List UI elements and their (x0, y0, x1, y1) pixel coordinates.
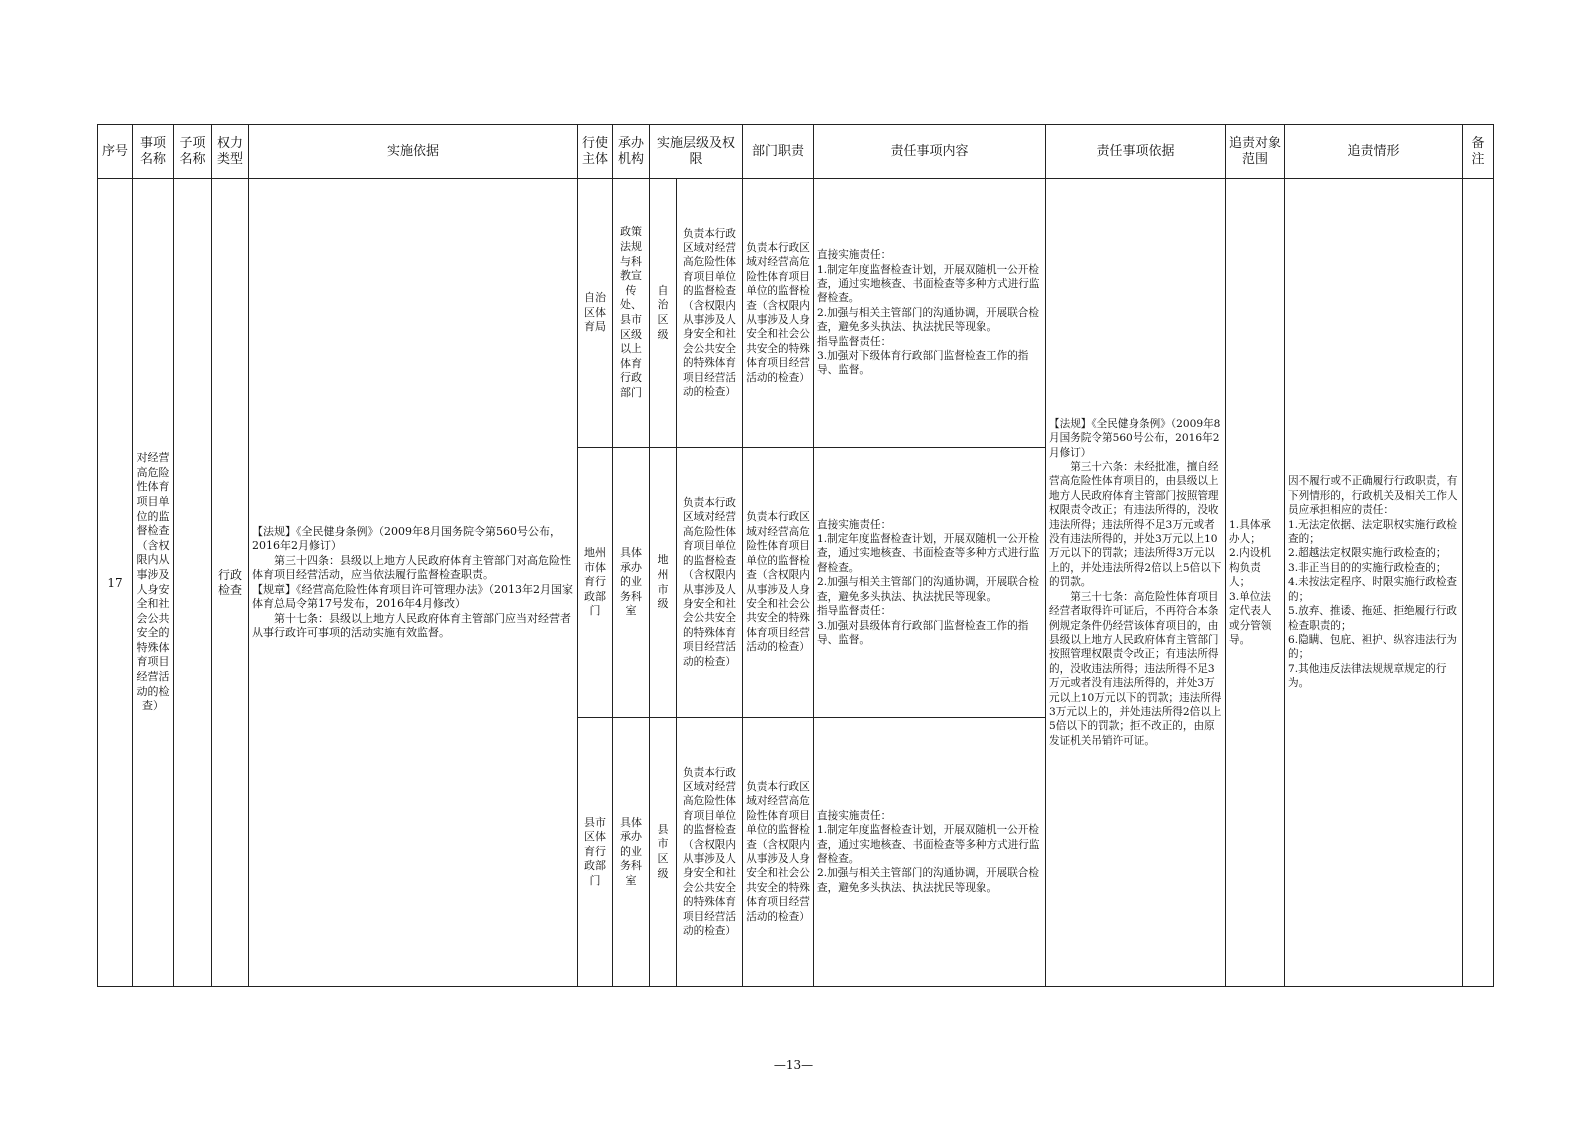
resp-line: 1.制定年度监督检查计划，开展双随机一公开检查，通过实地核查、书面检查等多种方式进行监督检查。 (817, 263, 1040, 305)
level3-level: 县市区级 (650, 718, 677, 987)
acc-scope-line: 2.内设机构负责人； (1229, 547, 1271, 589)
resp-basis-line: 第三十七条：高危险性体育项目经营者取得许可证后，不再符合本条例规定条件仍经营该体育项目的，由县级以上地方人民政府体育主管部门按照管理权限责令改正；有违法所得的，没收违法所得；违法所得不足3万元或者没有违法所得的，并处3万元以上10万元以下的罚款；违法所得3万元以上的，并处违法所得2倍以上5倍以下的罚款；拒不改正的，由原发证机关吊销许可证。 (1049, 590, 1222, 747)
level1-dept-duty: 负责本行政区域对经营高危险性体育项目单位的监督检查（含权限内从事涉及人身安全和社会公共安全的特殊体育项目经营活动的检查） (743, 179, 814, 448)
resp-line: 2.加强与相关主管部门的沟通协调，开展联合检查，避免多头执法、执法扰民等现象。 (817, 576, 1039, 603)
resp-line: 2.加强与相关主管部门的沟通协调，开展联合检查，避免多头执法、执法扰民等现象。 (817, 306, 1039, 334)
acc-scope-line: 3.单位法定代表人或分管领导。 (1229, 590, 1272, 646)
header-item-name: 事项名称 (133, 125, 174, 179)
acc-situation-line: 4.未按法定程序、时限实施行政检查的； (1288, 576, 1458, 603)
acc-situation-line: 1.无法定依据、法定职权实施行政检查的； (1288, 518, 1458, 546)
basis-line: 【规章】《经营高危险性体育项目许可管理办法》（2013年2月国家体育总局令第17号发布，2016年4月修改） (252, 582, 573, 610)
resp-line: 直接实施责任： (817, 249, 892, 262)
acc-situation-line: 2.超越法定权限实施行政检查的； (1288, 547, 1447, 560)
row-sub-item (174, 179, 212, 987)
resp-line: 3.加强对下级体育行政部门监督检查工作的指导、监督。 (817, 350, 1029, 377)
acc-situation-line: 5.放弃、推诿、拖延、拒绝履行行政检查职责的； (1288, 605, 1458, 632)
header-subject: 行使主体 (578, 125, 613, 179)
level-row-region (98, 179, 1494, 448)
row-acc-situation (1285, 179, 1463, 987)
header-acc-scope: 追责对象范围 (1226, 125, 1285, 179)
level3-resp-content (814, 718, 1046, 987)
level2-handler: 具体承办的业务科室 (613, 448, 650, 718)
resp-line: 指导监督责任： (817, 605, 892, 618)
header-acc-situation: 追责情形 (1285, 125, 1463, 179)
row-power-type: 行政检查 (212, 179, 249, 987)
row-item-name: 对经营高危险性体育项目单位的监督检查（含权限内从事涉及人身安全和社会公共安全的特殊体育项目经营活动的检查） (133, 179, 174, 987)
responsibility-table (97, 124, 1494, 987)
level2-subject: 地州市体育行政部门 (578, 448, 613, 718)
row-remark (1463, 179, 1494, 987)
resp-line: 2.加强与相关主管部门的沟通协调，开展联合检查，避免多头执法、执法扰民等现象。 (817, 867, 1039, 894)
resp-line: 1.制定年度监督检查计划，开展双随机一公开检查，通过实地核查、书面检查等多种方式进行监督检查。 (817, 824, 1040, 865)
header-dept-duty: 部门职责 (743, 125, 814, 179)
header-power-type: 权力类型 (212, 125, 249, 179)
header-handler: 承办机构 (613, 125, 650, 179)
basis-line: 【法规】《全民健身条例》（2009年8月国务院令第560号公布，2016年2月修订） (252, 524, 561, 552)
resp-basis-line: 【法规】《全民健身条例》（2009年8月国务院令第560号公布，2016年2月修订） (1049, 417, 1221, 459)
resp-line: 1.制定年度监督检查计划，开展双随机一公开检查，通过实地核查、书面检查等多种方式进行监督检查。 (817, 533, 1040, 574)
level1-level-desc: 负责本行政区域对经营高危险性体育项目单位的监督检查（含权限内从事涉及人身安全和社会公共安全的特殊体育项目经营活动的检查） (677, 179, 743, 448)
acc-situation-line: 7.其他违反法律法规规章规定的行为。 (1288, 662, 1447, 690)
level2-level: 地州市级 (650, 448, 677, 718)
level3-level-desc: 负责本行政区域对经营高危险性体育项目单位的监督检查（含权限内从事涉及人身安全和社会公共安全的特殊体育项目经营活动的检查） (677, 718, 743, 987)
level2-level-desc: 负责本行政区域对经营高危险性体育项目单位的监督检查（含权限内从事涉及人身安全和社会公共安全的特殊体育项目经营活动的检查） (677, 448, 743, 718)
acc-situation-line: 因不履行或不正确履行行政职责，有下列情形的，行政机关及相关工作人员应承担相应的责任： (1288, 475, 1458, 517)
header-sub-item: 子项名称 (174, 125, 212, 179)
resp-line: 直接实施责任： (817, 809, 892, 822)
basis-line: 第十七条：县级以上地方人民政府体育主管部门应当对经营者从事行政许可事项的活动实施有效监督。 (252, 611, 571, 639)
level1-resp-content (814, 179, 1046, 448)
level2-resp-content (814, 448, 1046, 718)
header-resp-content: 责任事项内容 (814, 125, 1046, 179)
row-basis (249, 179, 578, 987)
header-remark: 备注 (1463, 125, 1494, 179)
row-acc-scope (1226, 179, 1285, 987)
header-seq: 序号 (98, 125, 133, 179)
header-row (98, 125, 1494, 179)
level2-dept-duty: 负责本行政区域对经营高危险性体育项目单位的监督检查（含权限内从事涉及人身安全和社会公共安全的特殊体育项目经营活动的检查） (743, 448, 814, 718)
level3-subject: 县市区体育行政部门 (578, 718, 613, 987)
row-seq: 17 (98, 179, 133, 987)
level3-handler: 具体承办的业务科室 (613, 718, 650, 987)
header-level: 实施层级及权限 (650, 125, 743, 179)
page-number: —13— (773, 1058, 814, 1072)
row-resp-basis (1046, 179, 1226, 987)
level3-dept-duty: 负责本行政区域对经营高危险性体育项目单位的监督检查（含权限内从事涉及人身安全和社会公共安全的特殊体育项目经营活动的检查） (743, 718, 814, 987)
level1-handler: 政策法规与科教宣传处、县市区级以上体育行政部门 (613, 179, 650, 448)
level1-subject: 自治区体育局 (578, 179, 613, 448)
resp-line: 直接实施责任： (817, 518, 892, 531)
basis-line: 第三十四条：县级以上地方人民政府体育主管部门对高危险性体育项目经营活动，应当依法履行监督检查职责。 (252, 553, 571, 581)
acc-situation-line: 6.隐瞒、包庇、袒护、纵容违法行为的； (1288, 633, 1458, 661)
resp-line: 3.加强对县级体育行政部门监督检查工作的指导、监督。 (817, 619, 1029, 646)
resp-basis-line: 第三十六条：未经批准，擅自经营高危险性体育项目的，由县级以上地方人民政府体育主管部门按照管理权限责令改正；有违法所得的，没收违法所得；违法所得不足3万元或者没有违法所得的，并处3万元以上10万元以下的罚款；违法所得3万元以上的，并处违法所得2倍以上5倍以下的罚款。 (1049, 461, 1222, 589)
header-basis: 实施依据 (249, 125, 578, 179)
acc-scope-line: 1.具体承办人； (1229, 518, 1271, 546)
header-resp-basis: 责任事项依据 (1046, 125, 1226, 179)
level1-level: 自治区级 (650, 179, 677, 448)
resp-line: 指导监督责任： (817, 335, 892, 348)
acc-situation-line: 3.非正当目的的实施行政检查的； (1288, 561, 1447, 574)
